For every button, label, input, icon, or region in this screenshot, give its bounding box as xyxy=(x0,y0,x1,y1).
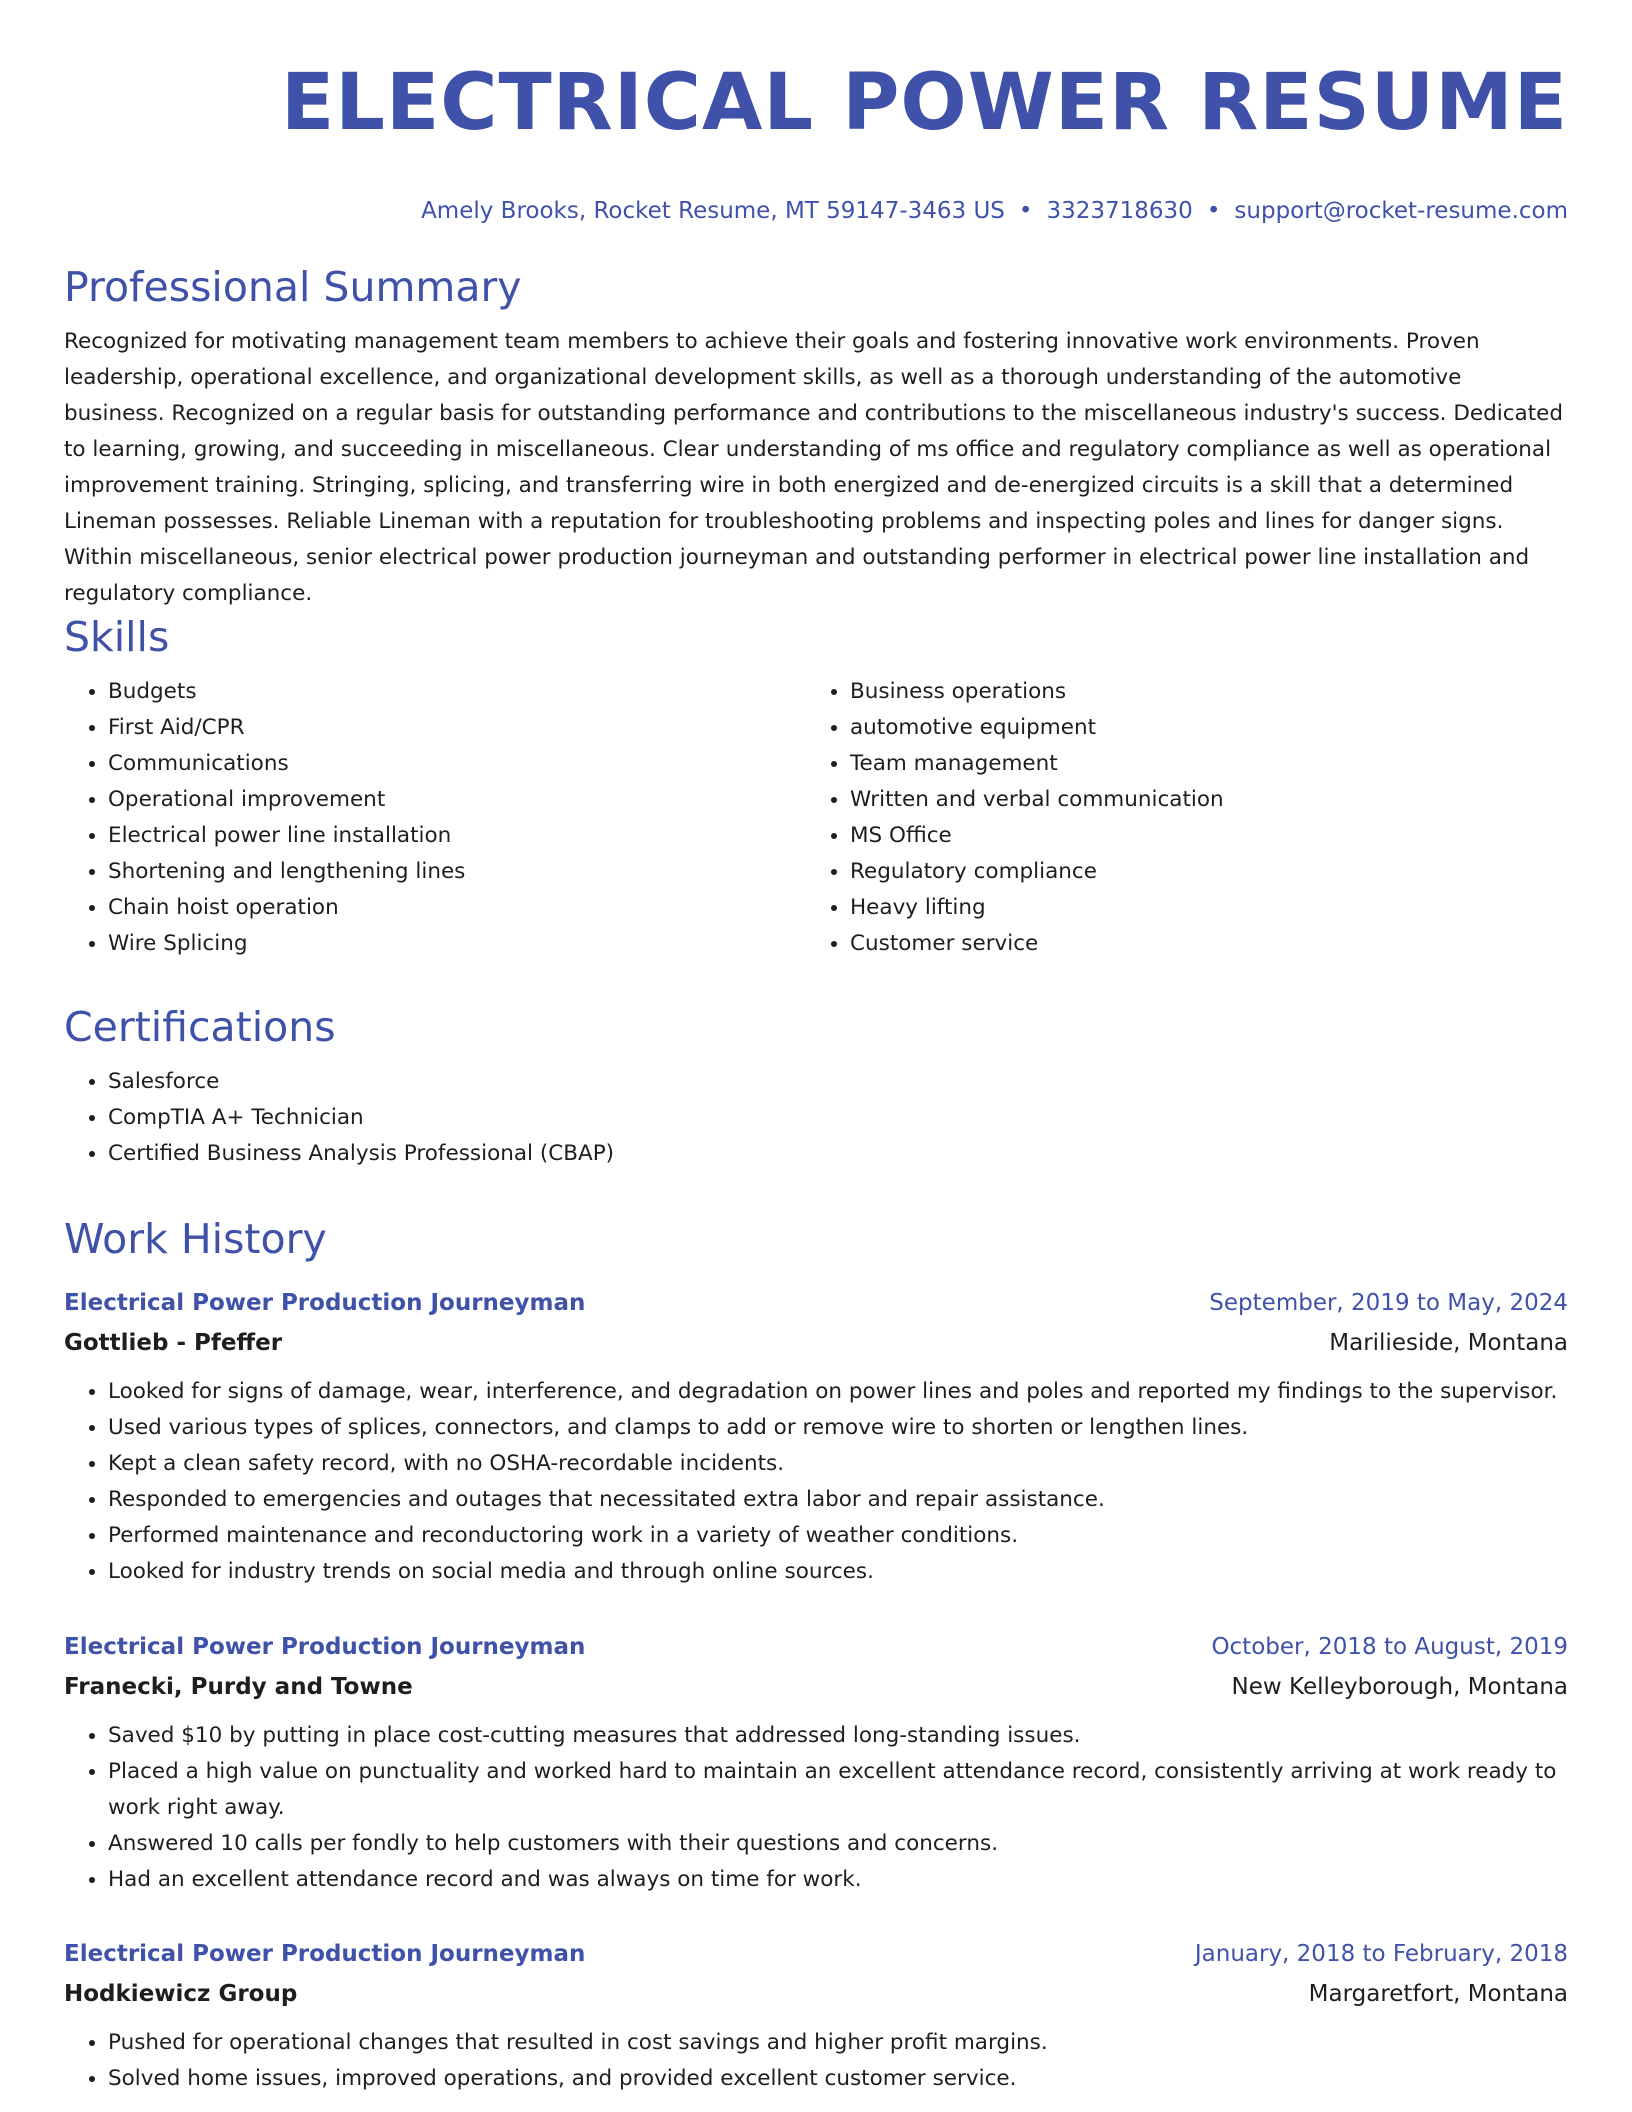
job-bullet: • Saved $10 by putting in place cost-cutting measures that addressed long-standing issues. xyxy=(108,1718,1568,1754)
certification-item: • CompTIA A+ Technician xyxy=(108,1100,1568,1136)
skill-item: • automotive equipment xyxy=(850,710,1548,746)
contact-line xyxy=(64,196,1568,226)
skill-item: • Business operations xyxy=(850,674,1548,710)
job-bullet: • Had an excellent attendance record and was always on time for work. xyxy=(108,1862,1568,1898)
skill-item: • Regulatory compliance xyxy=(850,854,1548,890)
certifications-section xyxy=(64,1002,1568,1172)
job-entry xyxy=(64,1939,1568,2097)
skill-item: • Team management xyxy=(850,746,1548,782)
skill-item: • Chain hoist operation xyxy=(108,890,806,926)
contact-phone: 3323718630 xyxy=(1046,198,1193,224)
contact-separator: • xyxy=(1018,198,1033,224)
certifications-heading: Certifications xyxy=(64,1003,336,1051)
skill-item: • MS Office xyxy=(850,818,1548,854)
job-bullets xyxy=(64,1718,1568,1898)
job-subheader xyxy=(64,1672,1568,1702)
job-location: Margaretfort, Montana xyxy=(1308,1981,1568,2007)
summary-heading: Professional Summary xyxy=(64,263,522,311)
skills-heading: Skills xyxy=(64,613,170,661)
job-company: Hodkiewicz Group xyxy=(64,1981,298,2007)
job-title: Electrical Power Production Journeyman xyxy=(64,1290,586,1316)
skill-item: • Communications xyxy=(108,746,806,782)
skill-item: • Shortening and lengthening lines xyxy=(108,854,806,890)
job-header xyxy=(64,1632,1568,1662)
job-bullets xyxy=(64,1374,1568,1590)
summary-section xyxy=(64,262,1568,612)
job-title: Electrical Power Production Journeyman xyxy=(64,1941,586,1967)
job-bullet: • Looked for industry trends on social media and through online sources. xyxy=(108,1554,1568,1590)
job-bullet: • Placed a high value on punctuality and worked hard to maintain an excellent attendance record, consistently arriving at work ready to work right away. xyxy=(108,1754,1568,1826)
job-header xyxy=(64,1288,1568,1318)
job-bullet: • Solved home issues, improved operations, and provided excellent customer service. xyxy=(108,2061,1568,2097)
skill-item: • Customer service xyxy=(850,926,1548,962)
job-dates: October, 2018 to August, 2019 xyxy=(1211,1634,1568,1660)
skill-item: • Electrical power line installation xyxy=(108,818,806,854)
summary-text: Recognized for motivating management team members to achieve their goals and fostering innovative work environments. Proven leadership, operational excellence, and organizational development skills, as well as a thorough understanding of the automotive business. Recognized on a regular basis for outstanding performance and contributions to the miscellaneous industry's success. Dedicated to learning, growing, and succeeding in miscellaneous. Clear understanding of ms office and regulatory compliance as well as operational improvement training. Stringing, splicing, and transferring wire in both energized and de-energized circuits is a skill that a determined Lineman possesses. Reliable Lineman with a reputation for troubleshooting problems and inspecting poles and lines for danger signs. Within miscellaneous, senior electrical power production journeyman and outstanding performer in electrical power line installation and regulatory compliance. xyxy=(64,329,1564,606)
job-bullet: • Looked for signs of damage, wear, interference, and degradation on power lines and poles and reported my findings to the supervisor. xyxy=(108,1374,1568,1410)
job-bullet: • Kept a clean safety record, with no OSHA-recordable incidents. xyxy=(108,1446,1568,1482)
job-header xyxy=(64,1939,1568,1969)
skill-item: • Operational improvement xyxy=(108,782,806,818)
work-history-heading: Work History xyxy=(64,1215,327,1263)
job-bullet: • Responded to emergencies and outages that necessitated extra labor and repair assistance. xyxy=(108,1482,1568,1518)
skills-section xyxy=(64,612,1568,962)
work-history-section xyxy=(64,1214,1568,1264)
skills-columns xyxy=(64,674,1568,962)
skills-column-left xyxy=(64,674,806,962)
job-bullets xyxy=(64,2025,1568,2097)
contact-email: support@rocket-resume.com xyxy=(1234,198,1568,224)
job-bullet: • Performed maintenance and reconductoring work in a variety of weather conditions. xyxy=(108,1518,1568,1554)
certification-item: • Salesforce xyxy=(108,1064,1568,1100)
job-location: New Kelleyborough, Montana xyxy=(1231,1674,1568,1700)
job-dates: January, 2018 to February, 2018 xyxy=(1194,1941,1568,1967)
job-company: Franecki, Purdy and Towne xyxy=(64,1674,413,1700)
job-location: Marilieside, Montana xyxy=(1329,1330,1568,1356)
resume-page xyxy=(64,0,1568,2091)
skills-list-right xyxy=(806,674,1548,962)
contact-separator: • xyxy=(1206,198,1221,224)
skill-item: • Heavy lifting xyxy=(850,890,1548,926)
skill-item: • Written and verbal communication xyxy=(850,782,1548,818)
job-company: Gottlieb - Pfeffer xyxy=(64,1330,283,1356)
job-bullet: • Used various types of splices, connectors, and clamps to add or remove wire to shorten or lengthen lines. xyxy=(108,1410,1568,1446)
skill-item: • Wire Splicing xyxy=(108,926,806,962)
job-bullet: • Pushed for operational changes that resulted in cost savings and higher profit margins. xyxy=(108,2025,1568,2061)
skill-item: • Budgets xyxy=(108,674,806,710)
skills-list-left xyxy=(64,674,806,962)
job-dates: September, 2019 to May, 2024 xyxy=(1209,1290,1568,1316)
certification-item: • Certified Business Analysis Professional (CBAP) xyxy=(108,1136,1568,1172)
resume-title: ELECTRICAL POWER RESUME xyxy=(280,58,1568,148)
skills-column-right xyxy=(806,674,1548,962)
job-entry xyxy=(64,1632,1568,1898)
job-bullet: • Answered 10 calls per fondly to help customers with their questions and concerns. xyxy=(108,1826,1568,1862)
skill-item: • First Aid/CPR xyxy=(108,710,806,746)
job-subheader xyxy=(64,1328,1568,1358)
job-subheader xyxy=(64,1979,1568,2009)
job-entry xyxy=(64,1288,1568,1590)
certifications-list xyxy=(64,1064,1568,1172)
job-title: Electrical Power Production Journeyman xyxy=(64,1634,586,1660)
contact-address: Amely Brooks, Rocket Resume, MT 59147-3463 US xyxy=(421,198,1005,224)
